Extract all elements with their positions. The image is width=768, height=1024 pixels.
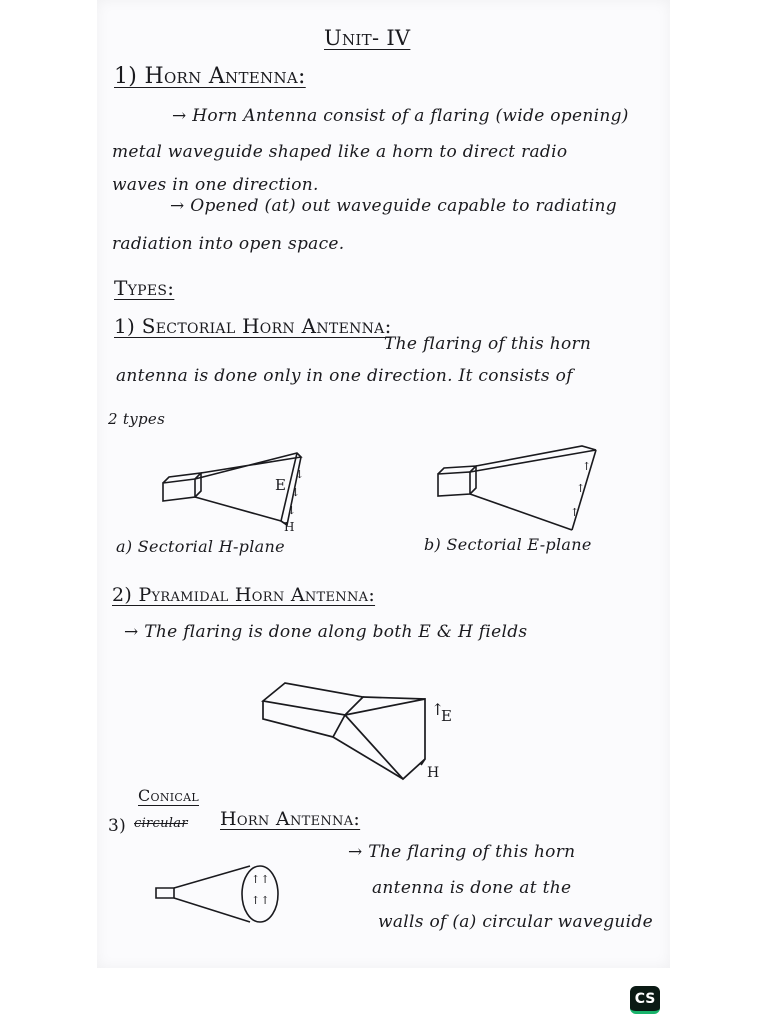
e-label: E (441, 707, 453, 725)
conical-heading: Horn Antenna: (220, 808, 361, 830)
field-arrow: ↓ (287, 504, 297, 517)
figure-caption: b) Sectorial E-plane (424, 535, 592, 554)
page-title: Unit- IV (324, 26, 411, 50)
field-arrow: ↓ (295, 468, 305, 481)
h-label: H (284, 520, 295, 534)
text-line: → The flaring of this horn (348, 842, 576, 862)
camscanner-logo: CS (630, 986, 660, 1014)
field-arrow: ↑↑ (251, 873, 271, 886)
text-line: → Horn Antenna consist of a flaring (wide opening) (172, 106, 629, 126)
figure-caption: a) Sectorial H-plane (116, 537, 285, 556)
conical-insert: Conical (138, 786, 199, 805)
field-arrow: ↓ (291, 486, 301, 499)
text-line: walls of (a) circular waveguide (378, 912, 653, 932)
field-arrow: ↑↑ (251, 894, 271, 907)
text-line: waves in one direction. (112, 175, 319, 195)
text-line: The flaring of this horn (384, 334, 592, 354)
field-arrow: ↑ (570, 506, 580, 519)
pyramidal-horn-sketch (255, 675, 445, 785)
text-line: → The flaring is done along both E & H fields (124, 622, 528, 642)
sectorial-heading: 1) Sectorial Horn Antenna: (114, 314, 392, 338)
e-label: E (275, 476, 287, 494)
field-arrow: ↑ (582, 460, 592, 473)
horn-antenna-heading: 1) Horn Antenna: (114, 64, 306, 89)
pyramidal-heading: 2) Pyramidal Horn Antenna: (112, 584, 376, 606)
types-heading: Types: (114, 276, 175, 300)
struck-word: circular (134, 816, 188, 831)
h-label: H (427, 765, 440, 781)
text-line: antenna is done only in one direction. It consists of (116, 366, 573, 386)
text-line: antenna is done at the (372, 878, 572, 898)
section-number: 3) (108, 816, 127, 836)
text-line: 2 types (108, 410, 166, 428)
text-line: → Opened (at) out waveguide capable to radiating (170, 196, 617, 216)
text-line: radiation into open space. (112, 234, 345, 254)
field-arrow: ↑ (576, 482, 586, 495)
field-arrow: ↑ (431, 700, 445, 719)
text-line: metal waveguide shaped like a horn to direct radio (112, 142, 568, 162)
